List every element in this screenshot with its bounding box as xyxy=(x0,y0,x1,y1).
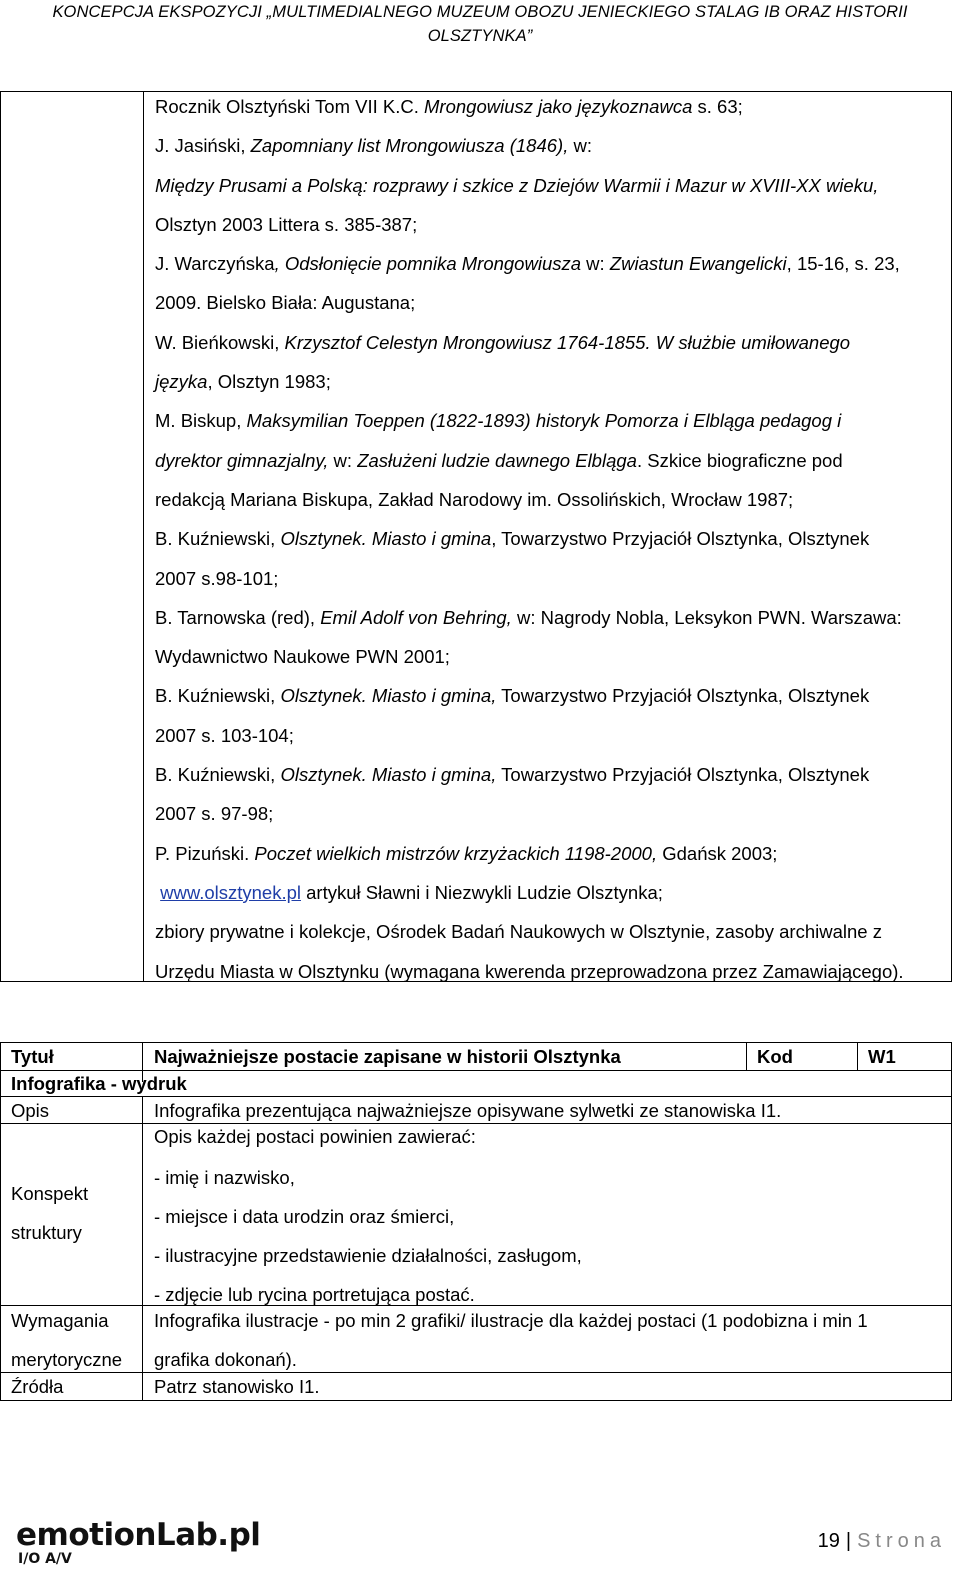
reference-line: języka, Olsztyn 1983; xyxy=(155,371,331,393)
opis-row xyxy=(1,1097,951,1124)
reference-line: B. Kuźniewski, Olsztynek. Miasto i gmina, Towarzystwo Przyjaciół Olsztynka, Olsztynek xyxy=(155,764,870,786)
opis-label: Opis xyxy=(1,1097,143,1123)
title-label: Tytuł xyxy=(1,1043,143,1082)
reference-line: M. Biskup, Maksymilian Toeppen (1822-1893) historyk Pomorza i Elbląga pedagog i xyxy=(155,410,842,432)
reference-line: 2007 s. 103-104; xyxy=(155,724,294,746)
specification-table xyxy=(0,1042,952,1401)
wymagania-value xyxy=(143,1306,951,1372)
konspekt-label-line: struktury xyxy=(11,1222,82,1243)
konspekt-label-line: Konspekt xyxy=(11,1183,89,1204)
wymagania-row xyxy=(1,1306,951,1373)
zrodla-row xyxy=(1,1373,951,1400)
reference-line: Między Prusami a Polską: rozprawy i szkice z Dziejów Warmii i Mazur w XVIII-XX wieku, xyxy=(155,174,879,196)
konspekt-line: Opis każdej postaci powinien zawierać: xyxy=(154,1126,476,1147)
reference-line: zbiory prywatne i kolekcje, Ośrodek Badań Naukowych w Olsztynie, zasoby archiwalne z xyxy=(155,921,882,943)
wymagania-label-line: Wymagania xyxy=(11,1310,109,1331)
konspekt-line: - ilustracyjne przedstawienie działalności, zasługom, xyxy=(154,1245,582,1266)
references-list xyxy=(155,92,945,996)
konspekt-line: - miejsce i data urodzin oraz śmierci, xyxy=(154,1206,455,1227)
reference-line: Urzędu Miasta w Olsztynku (wymagana kwerenda przeprowadzona przez Zamawiającego). xyxy=(155,960,904,982)
reference-line: dyrektor gimnazjalny, w: Zasłużeni ludzie dawnego Elbląga. Szkice biograficzne pod xyxy=(155,449,843,471)
type-row xyxy=(1,1071,951,1097)
wymagania-label xyxy=(1,1306,143,1372)
konspekt-line: - zdjęcie lub rycina portretująca postać. xyxy=(154,1284,475,1305)
references-table xyxy=(0,91,952,982)
reference-line: W. Bieńkowski, Krzysztof Celestyn Mrongowiusz 1764-1855. W służbie umiłowanego xyxy=(155,331,851,353)
kod-value: W1 xyxy=(868,1046,896,1067)
konspekt-row xyxy=(1,1124,951,1306)
logo-subtext: I/O A/V xyxy=(18,1551,72,1567)
wymagania-line: Infografika ilustracje - po min 2 grafiki/ ilustracje dla każdej postaci (1 podobizna i min 1 xyxy=(154,1310,868,1331)
wymagania-line: grafika dokonań). xyxy=(154,1349,297,1370)
type-label: Infografika - wydruk xyxy=(11,1073,187,1094)
konspekt-value xyxy=(143,1124,951,1305)
reference-line: 2007 s.98-101; xyxy=(155,567,279,589)
reference-line: Wydawnictwo Naukowe PWN 2001; xyxy=(155,646,450,668)
page-number-value: 19 xyxy=(817,1530,840,1552)
reference-line: J. Jasiński, Zapomniany list Mrongowiusza (1846), w: xyxy=(155,135,592,157)
website-link[interactable]: www.olsztynek.pl xyxy=(160,881,301,903)
reference-line: 2009. Bielsko Biała: Augustana; xyxy=(155,292,416,314)
page-number xyxy=(818,1530,946,1553)
opis-value: Infografika prezentująca najważniejsze opisywane sylwetki ze stanowiska I1. xyxy=(154,1100,782,1121)
page-separator: | xyxy=(845,1530,852,1552)
zrodla-label: Źródła xyxy=(1,1373,143,1400)
reference-line: J. Warczyńska, Odsłonięcie pomnika Mrongowiusza w: Zwiastun Ewangelicki, 15-16, s. 23, xyxy=(155,253,900,275)
reference-line: P. Pizuński. Poczet wielkich mistrzów krzyżackich 1198-2000, Gdańsk 2003; xyxy=(155,842,778,864)
reference-line: redakcją Mariana Biskupa, Zakład Narodowy im. Ossolińskich, Wrocław 1987; xyxy=(155,488,794,510)
emotionlab-logo xyxy=(16,1518,266,1574)
title-row xyxy=(1,1043,951,1071)
title-value: Najważniejsze postacie zapisane w historii Olsztynka xyxy=(143,1043,747,1070)
page-label: Strona xyxy=(857,1530,946,1552)
konspekt-line: - imię i nazwisko, xyxy=(154,1167,295,1188)
logo-text: emotionLab.pl xyxy=(16,1517,261,1553)
zrodla-value: Patrz stanowisko I1. xyxy=(154,1376,320,1397)
references-label-cell xyxy=(1,92,144,981)
document-header: KONCEPCJA EKSPOZYCJI „MULTIMEDIALNEGO MUZEUM OBOZU JENIECKIEGO STALAG IB ORAZ HISTORII OLSZTYNKA” xyxy=(52,3,908,45)
reference-line: B. Tarnowska (red), Emil Adolf von Behring, w: Nagrody Nobla, Leksykon PWN. Warszawa: xyxy=(155,606,902,628)
reference-line: B. Kuźniewski, Olsztynek. Miasto i gmina, Towarzystwo Przyjaciół Olsztynka, Olsztynek xyxy=(155,528,870,550)
reference-line: Olsztyn 2003 Littera s. 385-387; xyxy=(155,213,418,235)
kod-label: Kod xyxy=(747,1043,858,1070)
reference-line: 2007 s. 97-98; xyxy=(155,803,274,825)
reference-line: www.olsztynek.pl artykuł Sławni i Niezwykli Ludzie Olsztynka; xyxy=(160,881,663,903)
wymagania-label-line: merytoryczne xyxy=(11,1349,123,1370)
reference-line: Rocznik Olsztyński Tom VII K.C. Mrongowiusz jako językoznawca s. 63; xyxy=(155,96,743,117)
reference-line: B. Kuźniewski, Olsztynek. Miasto i gmina, Towarzystwo Przyjaciół Olsztynka, Olsztynek xyxy=(155,685,870,707)
konspekt-label xyxy=(1,1124,143,1305)
